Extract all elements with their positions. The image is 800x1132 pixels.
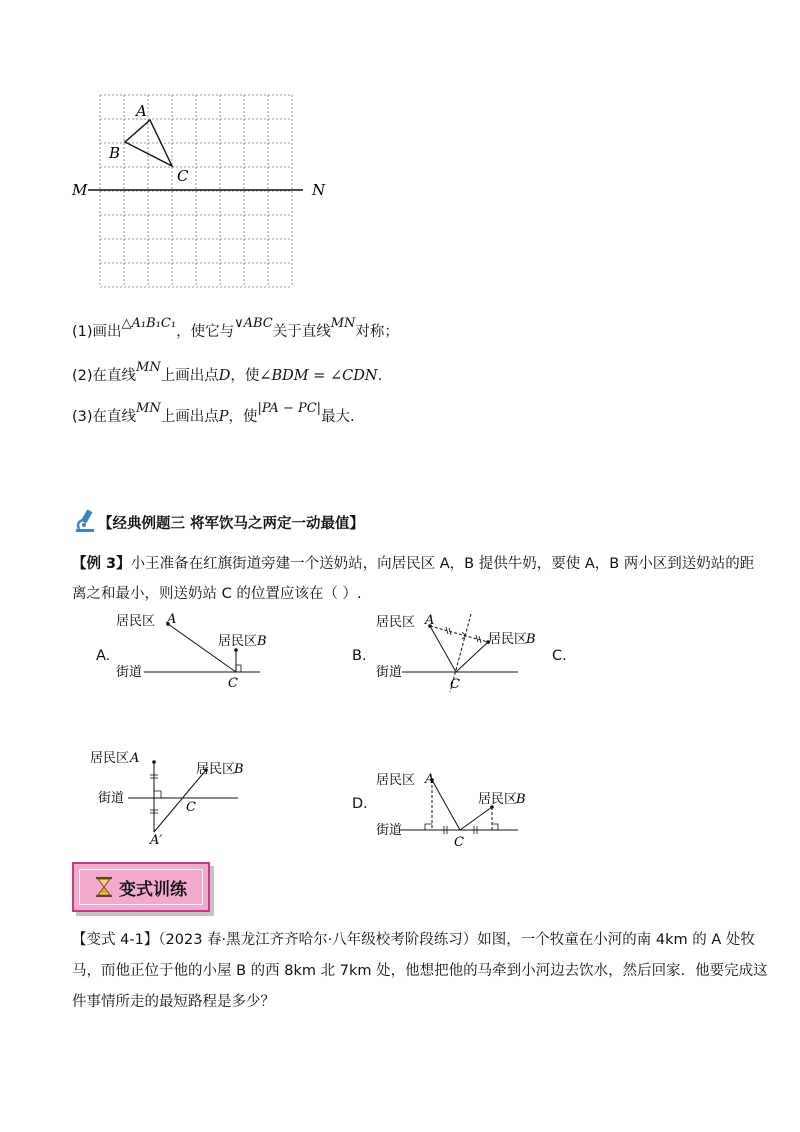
option-a-res-b: 居民区 bbox=[218, 634, 258, 649]
option-c-point-c: C bbox=[186, 800, 196, 815]
option-b-res-b: 居民区 bbox=[488, 632, 528, 647]
option-d-figure bbox=[370, 770, 530, 850]
section-title: 【经典例题三 将军饮马之两定一动最值】 bbox=[98, 516, 365, 532]
q2-math-d: D bbox=[218, 368, 231, 384]
option-c-letter: C. bbox=[552, 648, 567, 664]
label-m: M bbox=[72, 181, 88, 199]
option-d-point-b: B bbox=[516, 792, 526, 807]
variant-4-1-line-3: 件事情所走的最短路程是多少？ bbox=[72, 994, 275, 1010]
variant-4-1-text-1: （2023 春·黑龙江齐齐哈尔·八年级校考阶段练习）如图，一个牧童在小河的南 4km 的 A 处牧 bbox=[158, 932, 755, 948]
grid-figure bbox=[60, 80, 340, 295]
q1-math-mn: MN bbox=[330, 316, 356, 331]
variant-4-1-line-2: 马，而他正位于他的小屋 B 的西 8km 北 7km 处，他想把他的马牵到小河边去饮水，然后回家．他要完成这 bbox=[72, 963, 768, 979]
label-b: B bbox=[109, 144, 121, 162]
option-d-res-b: 居民区 bbox=[478, 792, 518, 807]
option-b-point-c: C bbox=[450, 677, 460, 692]
option-c-point-a-prime: A′ bbox=[150, 833, 163, 848]
option-d-letter: D. bbox=[352, 796, 368, 812]
q3-text-post: 最大. bbox=[321, 409, 355, 425]
hourglass-icon bbox=[95, 876, 113, 898]
q2-text-mid2: ，使 bbox=[230, 368, 260, 384]
example-3-label: 【例 3】 bbox=[72, 556, 131, 572]
option-a-point-b: B bbox=[257, 634, 267, 649]
option-b-res-a: 居民区 bbox=[376, 615, 416, 630]
option-a-figure bbox=[108, 610, 268, 692]
label-n: N bbox=[312, 181, 326, 199]
option-b-letter: B. bbox=[352, 648, 367, 664]
option-c-street: 街道 bbox=[98, 791, 125, 806]
option-d-point-c: C bbox=[454, 835, 464, 850]
option-c-res-a: 居民区 bbox=[90, 751, 130, 766]
option-a-point-a: A bbox=[167, 612, 177, 627]
variant-4-1-label: 【变式 4-1】 bbox=[72, 932, 159, 948]
q2-text-post: . bbox=[377, 368, 383, 384]
q1-text-post: 对称； bbox=[355, 324, 399, 340]
q3-text-pre: (3)在直线 bbox=[72, 409, 137, 425]
example-3-line-2: 离之和最小，则送奶站 C 的位置应该在（ ）. bbox=[72, 586, 362, 602]
option-d-res-a: 居民区 bbox=[376, 773, 416, 788]
question-1 bbox=[72, 316, 399, 343]
option-c-point-b: B bbox=[234, 762, 244, 777]
q1-text-pre: (1)画出 bbox=[72, 324, 122, 340]
microscope-icon bbox=[72, 508, 98, 534]
option-c-point-a: A bbox=[130, 751, 140, 766]
option-d-street: 街道 bbox=[376, 823, 403, 838]
option-b-figure bbox=[370, 606, 536, 694]
q1-text-mid: ，使它与 bbox=[176, 324, 235, 340]
q2-math-mn: MN bbox=[136, 360, 161, 375]
banner-text: 变式训练 bbox=[119, 879, 187, 900]
q3-math-abs: |PA − PC| bbox=[257, 401, 322, 416]
example-3-line-1 bbox=[72, 554, 754, 574]
example-3-text-1: 小王准备在红旗街道旁建一个送奶站，向居民区 A，B 提供牛奶，要使 A，B 两小区到送奶站的距 bbox=[130, 556, 755, 572]
option-c-res-b: 居民区 bbox=[196, 762, 236, 777]
option-c-figure bbox=[88, 748, 268, 848]
option-a-letter: A. bbox=[96, 648, 111, 664]
q3-text-mid2: ，使 bbox=[228, 409, 258, 425]
option-d-point-a: A bbox=[425, 772, 435, 787]
q1-math-abc: ∨ABC bbox=[234, 316, 273, 331]
q2-math-angle: ∠BDM = ∠CDN bbox=[259, 368, 378, 384]
option-b-point-a: A bbox=[425, 613, 435, 628]
question-3 bbox=[72, 401, 355, 428]
option-b-point-b: B bbox=[526, 632, 536, 647]
q3-text-mid: 上画出点 bbox=[160, 409, 219, 425]
variant-training-banner bbox=[72, 862, 210, 912]
q2-text-mid: 上画出点 bbox=[160, 368, 219, 384]
question-2 bbox=[72, 360, 383, 387]
q3-math-mn: MN bbox=[136, 401, 161, 416]
option-a-res-a: 居民区 bbox=[116, 614, 156, 629]
q2-text-pre: (2)在直线 bbox=[72, 368, 137, 384]
label-c: C bbox=[177, 167, 189, 185]
q3-math-p: P bbox=[218, 409, 229, 425]
option-a-street: 街道 bbox=[116, 665, 143, 680]
variant-4-1-line-1 bbox=[72, 930, 755, 950]
label-a: A bbox=[136, 102, 147, 120]
option-a-point-c: C bbox=[228, 676, 238, 691]
q1-text-mid2: 关于直线 bbox=[272, 324, 331, 340]
option-b-street: 街道 bbox=[376, 665, 403, 680]
q1-math-triangle-a1b1c1: △A₁B₁C₁ bbox=[121, 316, 177, 331]
